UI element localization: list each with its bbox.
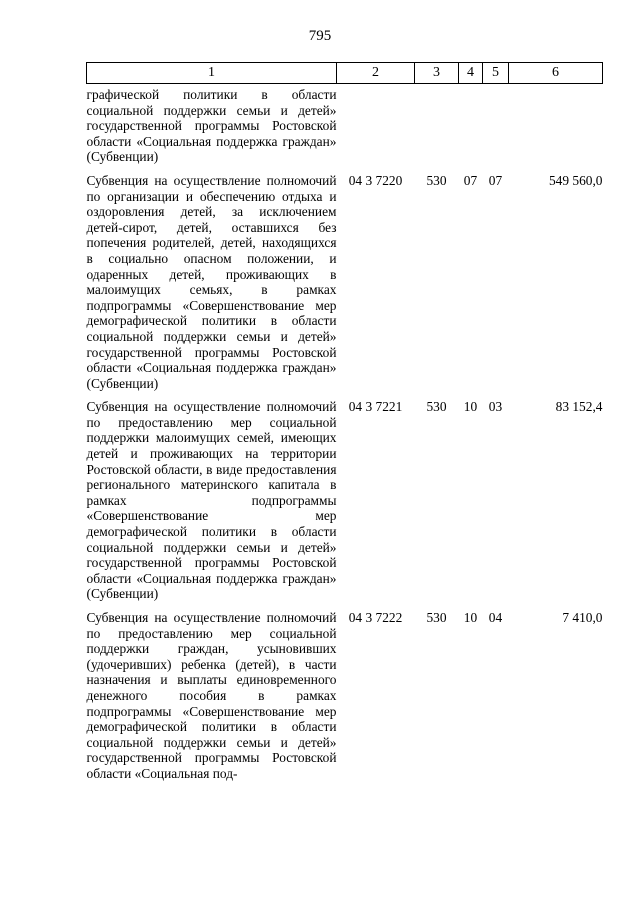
header-type: 3 xyxy=(415,63,459,84)
header-amount: 6 xyxy=(509,63,603,84)
row-amount: 549 560,0 xyxy=(548,172,603,188)
row-code: 04 3 7220 xyxy=(348,172,403,188)
table-header-row xyxy=(87,63,603,84)
table-row xyxy=(87,399,603,610)
row-section: 07 xyxy=(463,172,478,188)
table-row xyxy=(87,173,603,399)
row-description: Субвенция на осуществление полномочий по предоставлению мер социальной поддержки граждан, усыновивших (удочеривших) ребенка (детей), в части назначения и выплаты единовременного денежного пособия в рамках подпрограммы «Совершенствование мер демографической политики в области социальной поддержки семьи и детей» государственной программы Ростовской области «Социальная под- xyxy=(86,610,337,781)
row-description: Субвенция на осуществление полномочий по организации и обеспечению отдыха и оздоровления детей, за исключением детей-сирот, детей, оставшихся без попечения родителей, детей, находящихся в социально опасном положении, и одаренных детей, проживающих в малоимущих семьях, в рамках подпрограммы «Совершенствование мер демографической политики в области социальной поддержки семьи и детей» государственной программы Ростовской области «Социальная поддержка граждан» (Субвенции) xyxy=(86,172,337,391)
budget-table xyxy=(86,62,603,790)
table-row xyxy=(87,610,603,790)
row-type xyxy=(415,84,459,173)
header-description: 1 xyxy=(87,63,337,84)
row-code: 04 3 7222 xyxy=(348,610,403,625)
row-code xyxy=(337,84,415,173)
row-amount: 7 410,0 xyxy=(562,610,603,625)
header-section: 4 xyxy=(459,63,483,84)
row-subsection: 07 xyxy=(488,172,503,188)
row-subsection: 03 xyxy=(488,399,503,415)
row-description: графической политики в области социальной поддержки семьи и детей» государственной программы Ростовской области «Социальная поддержка граждан» (Субвенции) xyxy=(86,87,337,165)
row-description: Субвенция на осуществление полномочий по предоставлению мер социальной поддержки малоимущих семей, имеющих детей и проживающих на территории Ростовской области, в виде предоставления регионального материнского капитала в рамках подпрограммы «Совершенствование мер демографической политики в области социальной поддержки семьи и детей» государственной программы Ростовской области «Социальная поддержка граждан» (Субвенции) xyxy=(86,399,337,602)
row-type: 530 xyxy=(426,172,447,188)
header-subsection: 5 xyxy=(483,63,509,84)
row-section xyxy=(459,84,483,173)
row-amount: 83 152,4 xyxy=(555,399,603,415)
row-subsection xyxy=(483,84,509,173)
row-subsection: 04 xyxy=(488,610,503,625)
row-code: 04 3 7221 xyxy=(348,399,403,415)
row-amount xyxy=(509,84,603,173)
row-type: 530 xyxy=(426,610,447,625)
header-code: 2 xyxy=(337,63,415,84)
row-type: 530 xyxy=(426,399,447,415)
table-row xyxy=(87,84,603,173)
row-section: 10 xyxy=(463,399,478,415)
page-number: 795 xyxy=(308,28,332,44)
row-section: 10 xyxy=(463,610,478,625)
